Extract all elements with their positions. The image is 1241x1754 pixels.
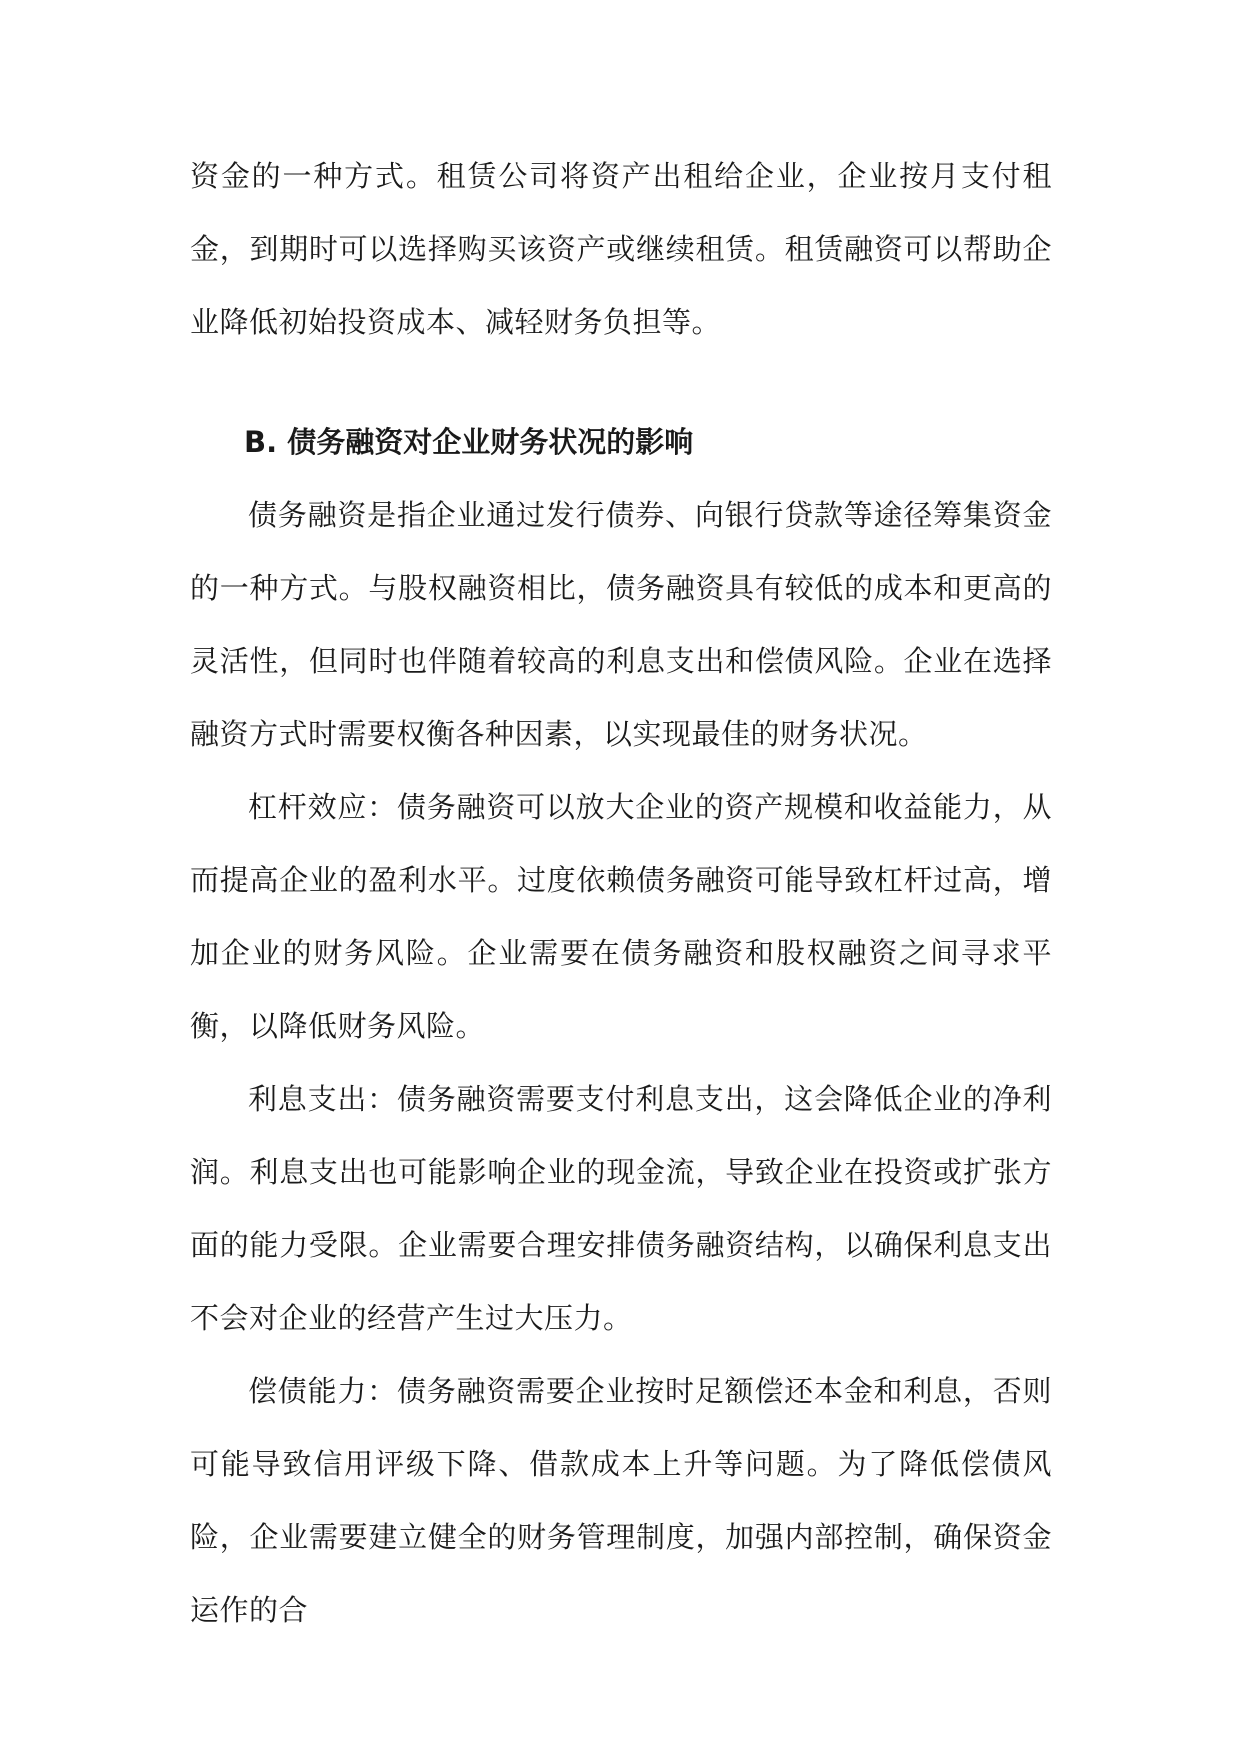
paragraph-interest-expense: 利息支出：债务融资需要支付利息支出，这会降低企业的净利润。利息支出也可能影响企业的现金流，导致企业在投资或扩张方面的能力受限。企业需要合理安排债务融资结构，以确保利息支出不会对企业的经营产生过大压力。 <box>190 1082 1052 1335</box>
paragraph-solvency: 偿债能力：债务融资需要企业按时足额偿还本金和利息，否则可能导致信用评级下降、借款成本上升等问题。为了降低偿债风险，企业需要建立健全的财务管理制度，加强内部控制，确保资金运作的合 <box>190 1374 1052 1627</box>
document-body <box>190 140 1052 1647</box>
paragraph-debt-financing-intro: 债务融资是指企业通过发行债券、向银行贷款等途径筹集资金的一种方式。与股权融资相比，债务融资具有较低的成本和更高的灵活性，但同时也伴随着较高的利息支出和偿债风险。企业在选择融资方式时需要权衡各种因素，以实现最佳的财务状况。 <box>190 498 1052 751</box>
paragraph-leverage-effect: 杠杆效应：债务融资可以放大企业的资产规模和收益能力，从而提高企业的盈利水平。过度依赖债务融资可能导致杠杆过高，增加企业的财务风险。企业需要在债务融资和股权融资之间寻求平衡，以降低财务风险。 <box>190 790 1052 1043</box>
section-heading: B. 债务融资对企业财务状况的影响 <box>244 425 694 459</box>
continuation-paragraph: 资金的一种方式。租赁公司将资产出租给企业，企业按月支付租金，到期时可以选择购买该资产或继续租赁。租赁融资可以帮助企业降低初始投资成本、减轻财务负担等。 <box>190 159 1052 339</box>
